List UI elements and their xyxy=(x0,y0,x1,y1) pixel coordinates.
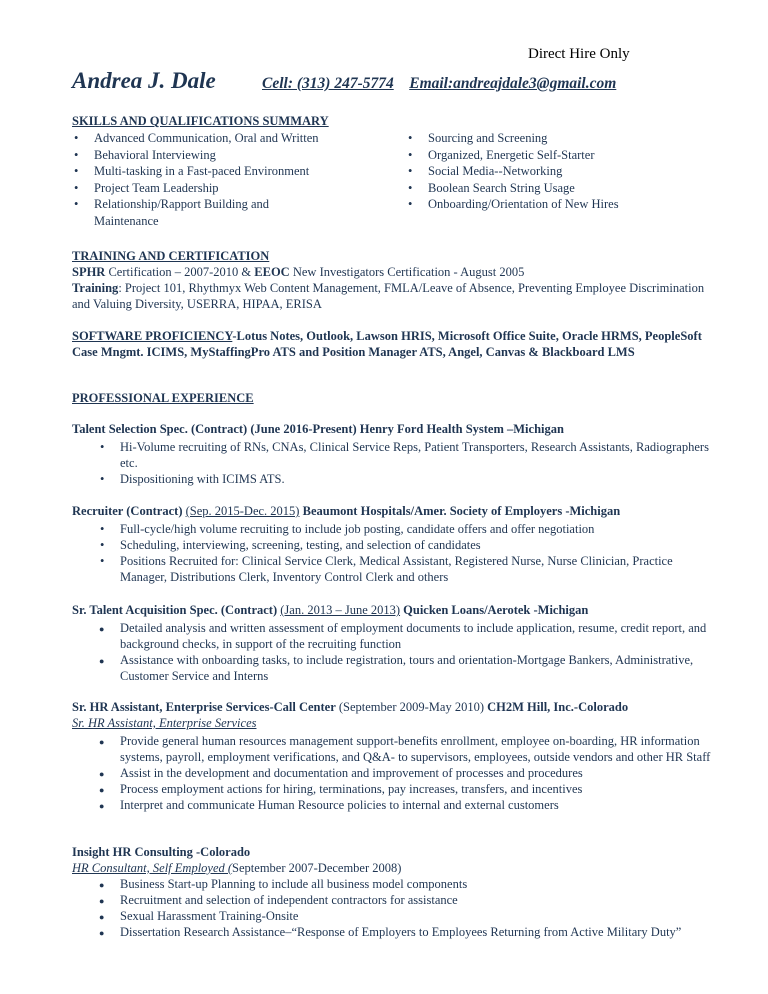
job-bullet: ● Assistance with onboarding tasks, to include registration, tours and orientation-Mortgage Bankers, Administrative, Customer Service and Interns xyxy=(72,652,712,684)
job-title: Sr. Talent Acquisition Spec. (Contract) xyxy=(72,603,278,617)
eeoc-label: EEOC xyxy=(254,265,290,279)
job-dates: September 2007-December 2008) xyxy=(232,861,402,875)
skill-item: • Social Media--Networking xyxy=(406,163,706,180)
skill-item: • Multi-tasking in a Fast-paced Environment xyxy=(72,163,382,180)
job-bullet: ● Provide general human resources management support-benefits enrollment, employee on-boarding, HR information systems, payroll, employment verifications, and Q&A- to supervisors, employees, outside vendors and other HR Staff xyxy=(72,733,712,765)
skill-item: • Advanced Communication, Oral and Written xyxy=(72,130,382,147)
job-employer: CH2M Hill, Inc.-Colorado xyxy=(487,700,629,714)
job-title-line xyxy=(72,503,712,519)
skills-heading-text: SKILLS AND QUALIFICATIONS SUMMARY xyxy=(72,114,329,128)
job-bullet: ● Interpret and communicate Human Resource policies to internal and external customers xyxy=(72,797,712,813)
experience-heading xyxy=(72,390,712,406)
job-title: Sr. HR Assistant, Enterprise Services-Call Center xyxy=(72,700,336,714)
resume-header xyxy=(72,68,712,98)
job-entry xyxy=(72,421,712,487)
job-subtitle: HR Consultant, Self Employed ( xyxy=(72,861,233,875)
training-heading: TRAINING AND CERTIFICATION xyxy=(72,249,270,263)
job-bullet: ● Assist in the development and documentation and improvement of processes and procedures xyxy=(72,765,712,781)
job-subtitle: Sr. HR Assistant, Enterprise Services xyxy=(72,716,257,730)
job-bullet: • Dispositioning with ICIMS ATS. xyxy=(72,471,712,487)
job-title: Insight HR Consulting -Colorado xyxy=(72,845,251,859)
job-employer: Beaumont Hospitals/Amer. Society of Employers -Michigan xyxy=(299,504,621,518)
job-bullet: ● Detailed analysis and written assessment of employment documents to include application, resume, credit report, and background checks, in support of the recruiting function xyxy=(72,620,712,652)
direct-hire-note: Direct Hire Only xyxy=(528,46,630,62)
eeoc-text: New Investigators Certification - August 2005 xyxy=(289,265,525,279)
skill-item: • Organized, Energetic Self-Starter xyxy=(406,147,706,164)
job-title: Recruiter (Contract) xyxy=(72,504,183,518)
job-bullet: • Full-cycle/high volume recruiting to include job posting, candidate offers and offer negotiation xyxy=(72,521,712,537)
cell-phone: Cell: (313) 247-5774 xyxy=(262,75,394,92)
job-bullet: • Hi-Volume recruiting of RNs, CNAs, Clinical Service Reps, Patient Transporters, Research Assistants, Radiographers etc. xyxy=(72,439,712,471)
job-dates: (September 2009-May 2010) xyxy=(335,700,488,714)
contact-line xyxy=(262,75,616,93)
training-text: : Project 101, Rhythmyx Web Content Management, FMLA/Leave of Absence, Preventing Employee Discrimination and Valuing Diversity, USERRA, HIPAA, ERISA xyxy=(72,281,705,311)
skill-item: • Boolean Search String Usage xyxy=(406,180,706,197)
job-subtitle-line xyxy=(72,860,712,876)
skills-left-column xyxy=(72,130,382,229)
certification-line xyxy=(72,264,712,280)
job-bullet: • Positions Recruited for: Clinical Service Clerk, Medical Assistant, Registered Nurse, Nurse Clinician, Practice Manager, Distributions Clerk, Inventory Control Clerk and others xyxy=(72,553,712,585)
job-bullet: ● Business Start-up Planning to include all business model components xyxy=(72,876,712,892)
job-title: Talent Selection Spec. (Contract) (June 2016-Present) Henry Ford Health System –Michigan xyxy=(72,422,564,436)
skills-heading xyxy=(72,113,712,129)
job-bullet: ● Dissertation Research Assistance–“Response of Employers to Employees Returning from Active Military Duty” xyxy=(72,924,712,940)
sphr-label: SPHR xyxy=(72,265,106,279)
software-heading: SOFTWARE PROFICIENCY xyxy=(72,329,233,343)
skill-item: • Sourcing and Screening xyxy=(406,130,706,147)
training-label: Training xyxy=(72,281,119,295)
skills-right-column xyxy=(406,130,706,213)
job-bullet: • Scheduling, interviewing, screening, testing, and selection of candidates xyxy=(72,537,712,553)
software-section xyxy=(72,328,712,360)
job-dates: (Jan. 2013 – June 2013) xyxy=(280,603,401,617)
job-bullet: ● Process employment actions for hiring, terminations, pay increases, transfers, and incentives xyxy=(72,781,712,797)
email-address: Email:andreajdale3@gmail.com xyxy=(409,75,617,92)
job-entry xyxy=(72,699,712,813)
skill-item: • Onboarding/Orientation of New Hires xyxy=(406,196,706,213)
software-text: -Lotus Notes, Outlook, Lawson HRIS, Microsoft Office Suite, Oracle HRMS, PeopleSoft Case Mngmt. ICIMS, MyStaffingPro ATS and Position Manager ATS, Angel, Canvas & Blackboard LMS xyxy=(72,329,702,359)
experience-heading-text: PROFESSIONAL EXPERIENCE xyxy=(72,391,254,405)
job-dates: (Sep. 2015-Dec. 2015) xyxy=(185,504,300,518)
job-employer: Quicken Loans/Aerotek -Michigan xyxy=(400,603,589,617)
skill-item: • Behavioral Interviewing xyxy=(72,147,382,164)
candidate-name: Andrea J. Dale xyxy=(72,68,216,93)
skill-item: • Project Team Leadership xyxy=(72,180,382,197)
cert-text: Certification – 2007-2010 & xyxy=(105,265,255,279)
job-entry xyxy=(72,844,712,940)
job-bullet: ● Sexual Harassment Training-Onsite xyxy=(72,908,712,924)
job-bullet: ● Recruitment and selection of independent contractors for assistance xyxy=(72,892,712,908)
job-entry xyxy=(72,602,712,684)
training-line xyxy=(72,280,712,312)
training-section xyxy=(72,248,712,312)
job-entry xyxy=(72,503,712,585)
job-title-line xyxy=(72,699,712,715)
job-title-line xyxy=(72,602,712,618)
skill-item: • Relationship/Rapport Building and Maintenance xyxy=(72,196,294,229)
